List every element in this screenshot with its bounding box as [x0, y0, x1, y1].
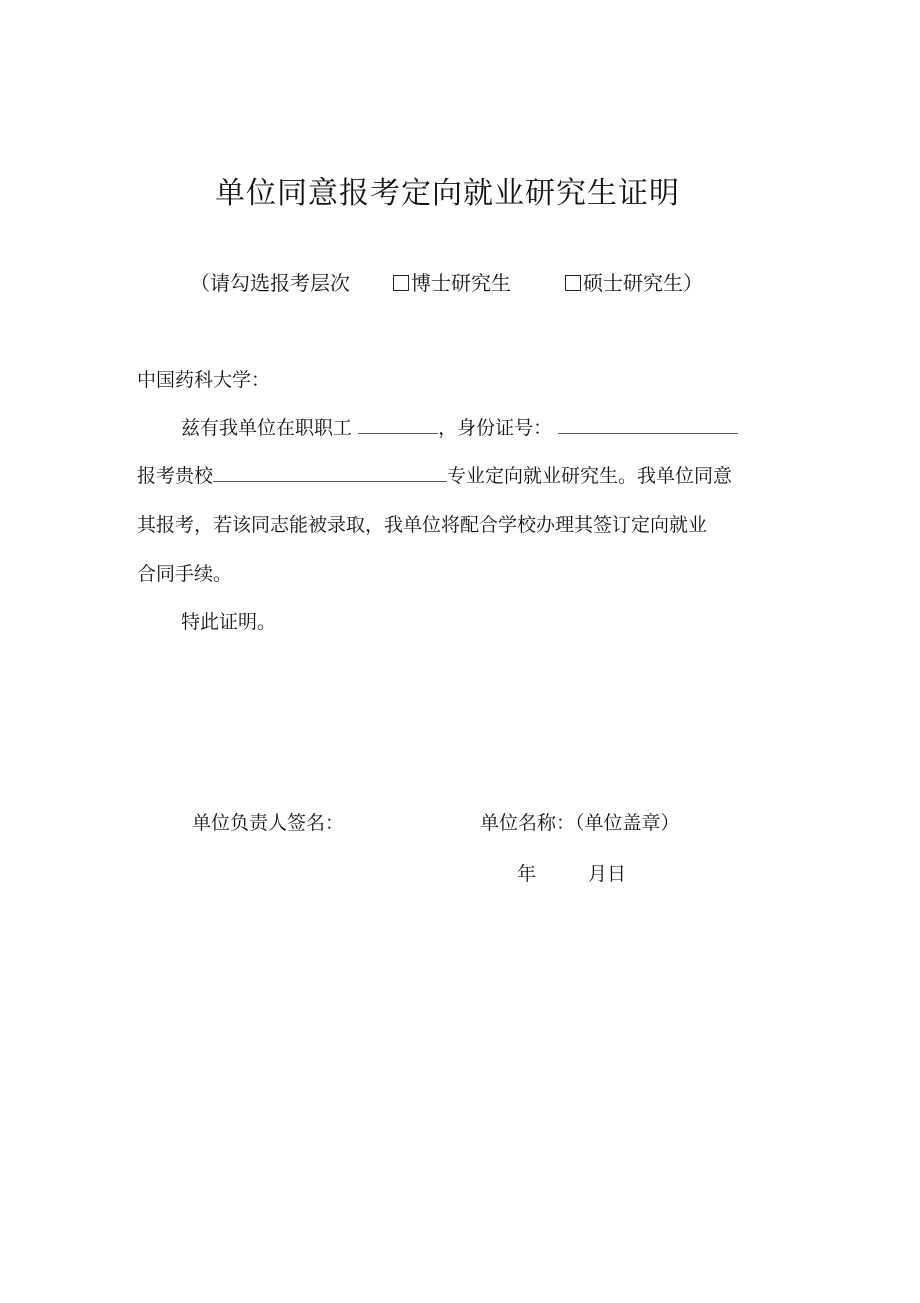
- line1-prefix: 兹有我单位在职职工: [181, 417, 353, 439]
- body-line-2: [137, 461, 732, 488]
- body-line-4: 合同手续。: [137, 563, 233, 585]
- body-line-3: 其报考，若该同志能被录取，我单位将配合学校办理其签订定向就业: [137, 514, 708, 536]
- major-field[interactable]: [213, 463, 447, 482]
- addressee: 中国药科大学：: [137, 369, 271, 391]
- employee-name-field[interactable]: [358, 415, 438, 434]
- year-label: 年: [517, 863, 537, 885]
- option-phd[interactable]: [393, 267, 511, 296]
- leader-signature-label: 单位负责人签名：: [192, 812, 345, 834]
- option-phd-label: 博士研究生: [411, 271, 511, 295]
- line2-suffix: 专业定向就业研究生。我单位同意: [447, 465, 733, 487]
- line2-prefix: 报考贵校: [137, 465, 214, 487]
- id-number-field[interactable]: [558, 415, 738, 434]
- line1-mid: ，身份证号：: [438, 417, 553, 439]
- checkbox-phd[interactable]: [393, 275, 409, 291]
- option-master-label: 硕士研究生）: [583, 271, 703, 295]
- option-master[interactable]: [565, 267, 703, 296]
- closing-statement: 特此证明。: [181, 611, 277, 633]
- body-line-1: [181, 413, 738, 440]
- month-day-label: 月日: [588, 863, 627, 885]
- unit-name-seal-label: 单位名称：（单位盖章）: [480, 812, 680, 834]
- level-select-prompt: （请勾选报考层次: [190, 271, 350, 295]
- checkbox-master[interactable]: [565, 275, 581, 291]
- document-title: 单位同意报考定向就业研究生证明: [215, 176, 680, 211]
